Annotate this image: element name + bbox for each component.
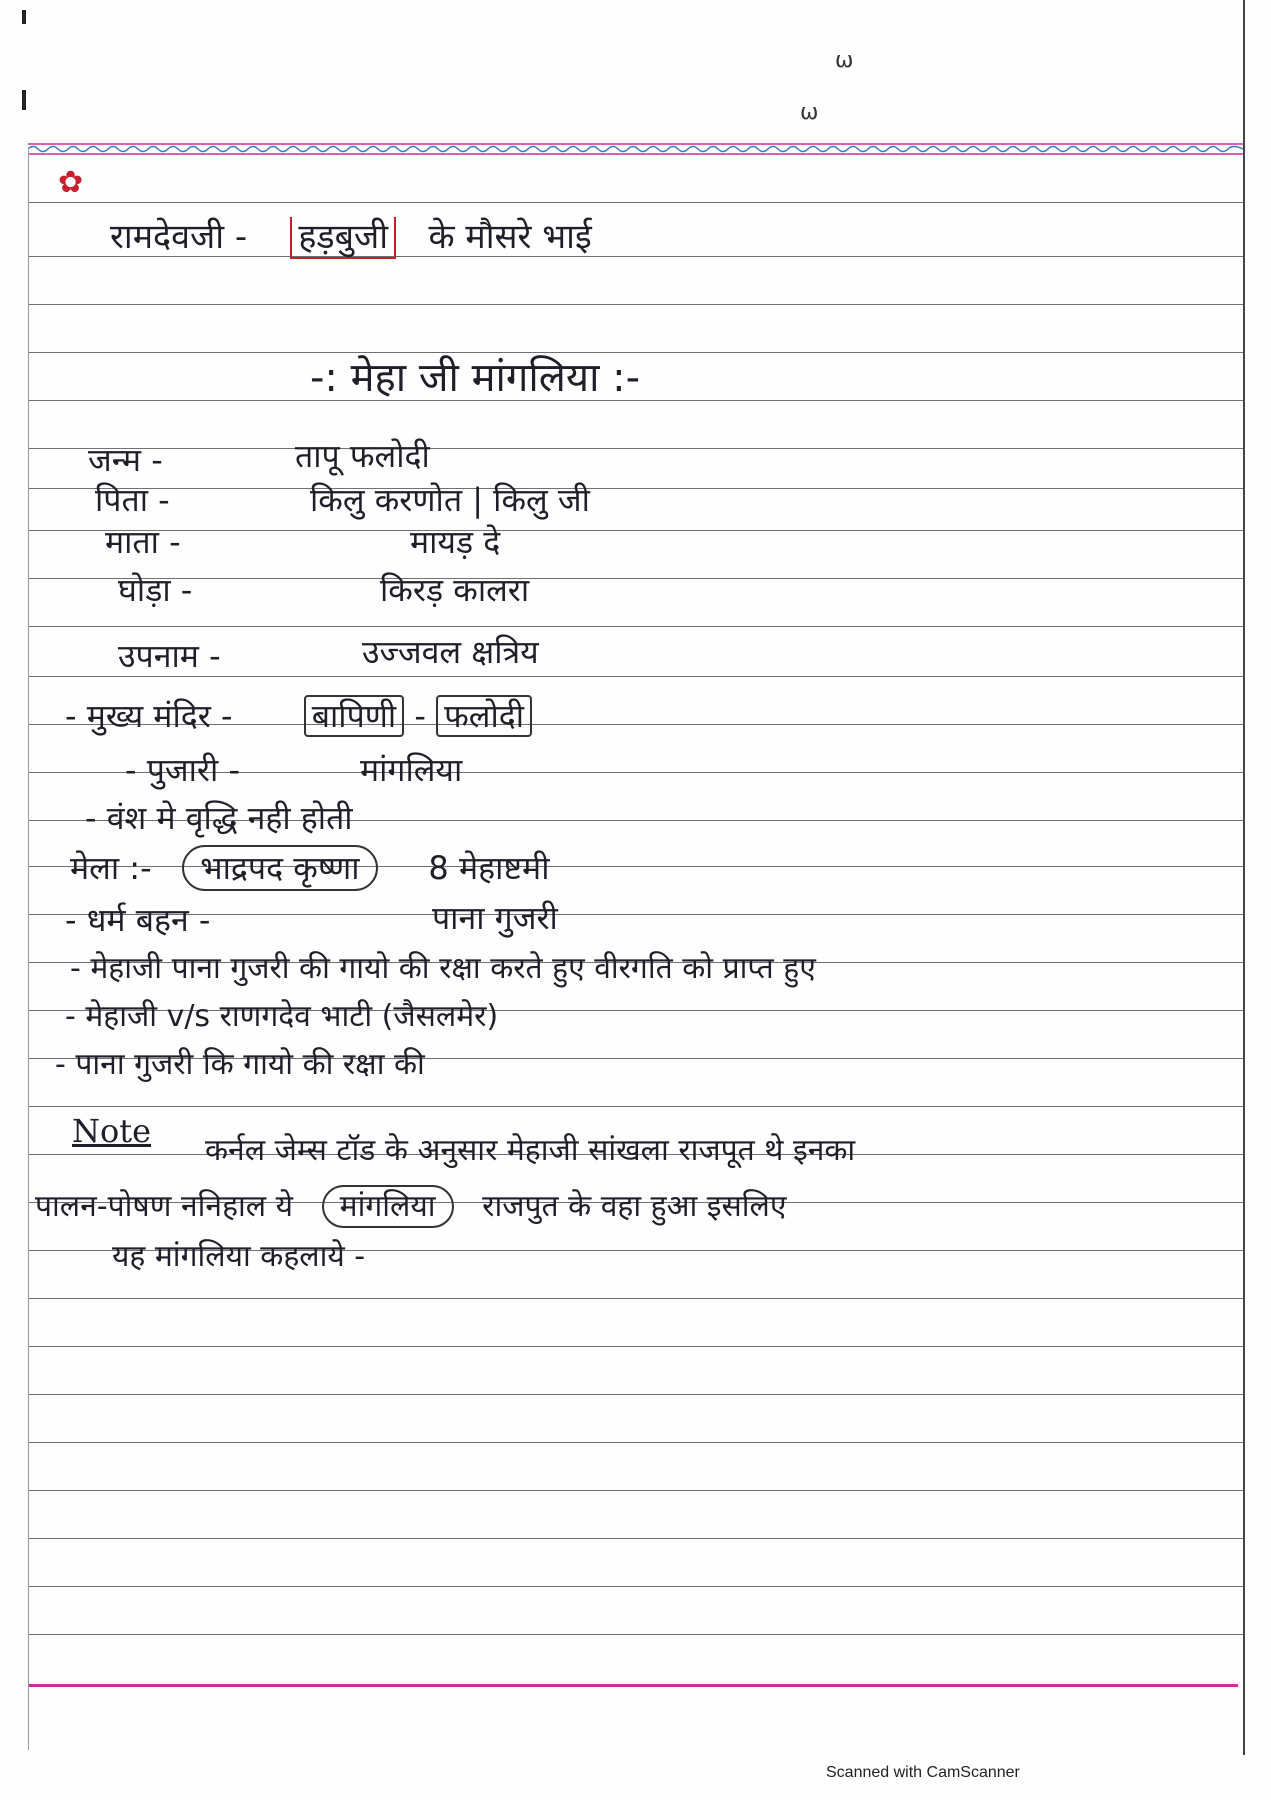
flower-doodle-icon: ✿ xyxy=(58,165,84,200)
temple-line xyxy=(65,694,532,737)
note-mangaliya-oval: मांगलिया xyxy=(322,1185,454,1228)
left-edge-line xyxy=(28,150,29,1750)
detail-value: उज्जवल क्षत्रिय xyxy=(362,633,539,671)
ruled-line xyxy=(28,1346,1243,1347)
vs-line: - मेहाजी v/s राणगदेव भाटी (जैसलमेर) xyxy=(65,999,499,1034)
boxed-name-hadbuji: हड़बुजी xyxy=(290,217,396,259)
detail-label: जन्म - xyxy=(88,441,163,479)
ruled-line xyxy=(28,1106,1243,1107)
heading-line xyxy=(110,212,592,258)
detail-label: घोड़ा - xyxy=(118,571,193,609)
sister-label: - धर्म बहन - xyxy=(65,901,211,939)
ruled-line xyxy=(28,530,1243,531)
detail-value: तापू फलोदी xyxy=(295,437,430,475)
bottom-pink-rule xyxy=(28,1684,1238,1687)
note-line-2-start: पालन-पोषण ननिहाल ये xyxy=(35,1189,294,1224)
lineage-note: - वंश मे वृद्धि नही होती xyxy=(85,799,353,837)
note-line-1: कर्नल जेम्स टॉड के अनुसार मेहाजी सांखला राजपूत थे इनका xyxy=(205,1133,856,1168)
fair-line xyxy=(70,846,549,889)
ruled-line xyxy=(28,488,1243,489)
ruled-line xyxy=(28,1394,1243,1395)
temple-place-phalodi: फलोदी xyxy=(436,695,532,737)
ruled-line xyxy=(28,1538,1243,1539)
ruled-line xyxy=(28,578,1243,579)
ruled-line xyxy=(28,448,1243,449)
fair-label: मेला :- xyxy=(70,849,152,887)
fair-date: 8 मेहाष्टमी xyxy=(428,849,550,887)
binding-mark xyxy=(22,90,26,110)
priest-value: मांगलिया xyxy=(360,751,463,789)
note-label: Note xyxy=(72,1112,152,1150)
ruled-line xyxy=(28,1634,1243,1635)
binding-mark xyxy=(22,10,26,24)
ruled-line xyxy=(28,1586,1243,1587)
relation-text: के मौसरे भाई xyxy=(428,217,592,257)
note-line-2-end: राजपुत के वहा हुआ इसलिए xyxy=(482,1189,787,1224)
right-margin-line xyxy=(1243,0,1245,1755)
temple-place-bapini: बापिणी xyxy=(304,695,404,737)
veergati-line: - मेहाजी पाना गुजरी की गायो की रक्षा करते हुए वीरगति को प्राप्त हुए xyxy=(70,951,816,986)
ruled-line xyxy=(28,202,1243,203)
header-wavy-rule xyxy=(28,142,1243,156)
detail-label: उपनाम - xyxy=(118,637,221,675)
ruled-line xyxy=(28,1490,1243,1491)
ruled-line xyxy=(28,304,1243,305)
priest-label: - पुजारी - xyxy=(125,751,241,789)
note-line-3: यह मांगलिया कहलाये - xyxy=(112,1239,366,1274)
detail-label: पिता - xyxy=(95,481,170,519)
temple-label: - मुख्य मंदिर - xyxy=(65,697,233,735)
ruled-line xyxy=(28,626,1243,627)
note-line-2 xyxy=(35,1184,786,1225)
corner-mark: ω xyxy=(800,100,819,125)
sister-value: पाना गुजरी xyxy=(432,899,558,937)
fair-month-oval: भाद्रपद कृष्णा xyxy=(182,845,377,891)
detail-value: मायड़ दे xyxy=(410,523,501,561)
name-ramdevji: रामदेवजी - xyxy=(110,217,248,257)
temple-sep: - xyxy=(414,697,426,735)
detail-value: किलु करणोत | किलु जी xyxy=(310,481,590,519)
ruled-line xyxy=(28,1298,1243,1299)
ruled-line xyxy=(28,1442,1243,1443)
cows-line: - पाना गुजरी कि गायो की रक्षा की xyxy=(55,1047,425,1082)
corner-mark: ω xyxy=(835,48,854,73)
detail-value: किरड़ कालरा xyxy=(380,571,530,609)
page-title: -: मेहा जी मांगलिया :- xyxy=(310,355,641,401)
scanner-watermark: Scanned with CamScanner xyxy=(826,1764,1020,1781)
detail-label: माता - xyxy=(105,523,181,561)
